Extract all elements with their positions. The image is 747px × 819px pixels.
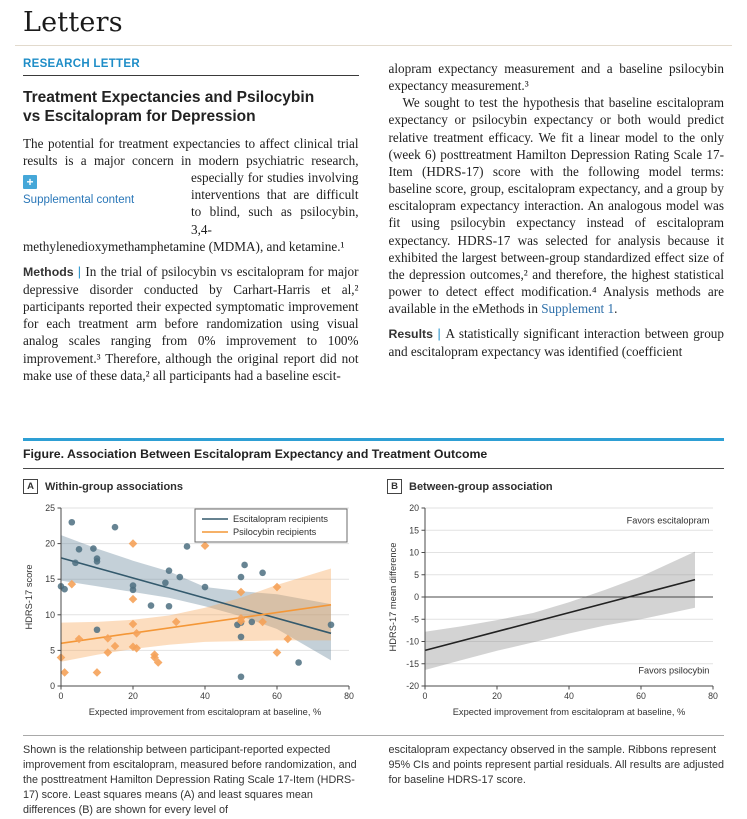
panel-a-letter-badge: A [23, 479, 38, 494]
results-text: A statistically significant interaction between group and escitalopram expectancy was identified (coefficient [388, 326, 724, 360]
article-title: Treatment Expectancies and Psilocybin vs Escitalopram for Depression [23, 89, 315, 125]
supplemental-content-block[interactable] [23, 170, 191, 225]
panel-a-header [23, 479, 359, 494]
svg-text:0: 0 [58, 691, 64, 701]
panel-a [23, 479, 359, 731]
results-separator: | [437, 327, 446, 342]
page-title: Letters [23, 7, 123, 38]
svg-text:20: 20 [492, 691, 502, 701]
section-kicker: RESEARCH LETTER [23, 58, 140, 70]
methods-paragraph [23, 263, 359, 384]
results-label: Results [388, 327, 433, 342]
svg-text:10: 10 [45, 609, 55, 620]
methods-separator: | [77, 264, 86, 279]
svg-text:40: 40 [564, 691, 574, 701]
panel-a-label: Within-group associations [45, 480, 184, 493]
svg-text:80: 80 [708, 691, 718, 701]
svg-text:20: 20 [45, 538, 55, 549]
figure-caption [23, 735, 724, 819]
svg-text:0: 0 [414, 592, 419, 602]
hypothesis-text: We sought to test the hypothesis that baseline escitalopram expectancy or psilocybin expectancy or both would predict relative treatment efficacy. We fit a linear model to the only (week 6) posttreatment Hamilton Depression Rating Scale 17-Item (HDRS-17) score with the following model terms: baseline score, group, escitalopram expectancy, and a group by escitalopram expectancy interaction. An analogous model was fit using psilocybin expectancy instead of escitalopram expectancy. HDRS-17 was selected for analysis because it exhibited the largest between-group standardized effect size of the depression outcomes,² and therefore, the highest statistical power to detect effect modification.⁴ Analysis methods are available in the eMethods in [388, 95, 724, 317]
svg-text:-5: -5 [411, 614, 419, 625]
plus-icon[interactable]: + [23, 175, 37, 189]
svg-text:Escitalopram recipients: Escitalopram recipients [233, 514, 328, 524]
right-column [389, 58, 725, 424]
supplemental-content-link[interactable]: Supplemental content [23, 193, 135, 206]
svg-text:Favors escitalopram: Favors escitalopram [626, 515, 710, 526]
svg-text:Psilocybin recipients: Psilocybin recipients [233, 527, 317, 537]
figure-block [23, 438, 724, 819]
svg-text:5: 5 [50, 645, 55, 656]
svg-text:HDRS-17 score: HDRS-17 score [24, 564, 34, 630]
methods-label: Methods [23, 264, 74, 279]
article-columns [23, 58, 724, 424]
figure-caption-left: Shown is the relationship between participant-reported expected improvement from escitalopram, measured before randomization, and the posttreatment Hamilton Depression Rating Scale 17-Item (HDRS-17) score. Least squares means (A) and least squares mean differences (B) are shown for every level of [23, 744, 357, 817]
svg-text:HDRS-17 mean difference: HDRS-17 mean difference [388, 542, 398, 652]
methods-continuation: alopram expectancy measurement and a baseline psilocybin expectancy measurement.³ [388, 61, 724, 94]
svg-text:20: 20 [128, 691, 138, 701]
panel-b-label: Between-group association [409, 480, 553, 493]
svg-text:-20: -20 [406, 681, 419, 691]
svg-text:20: 20 [409, 503, 419, 513]
svg-text:-15: -15 [406, 658, 419, 669]
kicker-divider [23, 75, 359, 76]
masthead-divider [15, 45, 732, 46]
svg-text:40: 40 [200, 691, 210, 701]
results-paragraph [389, 325, 725, 360]
svg-text:0: 0 [50, 681, 55, 691]
svg-text:10: 10 [409, 547, 419, 558]
methods-text: In the trial of psilocybin vs escitalopram for major depressive disorder conducted by Carhart-Harris et al,² participants reported their expected symptomatic improvement for each treatment arm before randomization using visual analog scales ranging from 0% improvement to 100% improvement.³ Therefore, although the original report did not make use of these data,² all participants had a baseline escit- [23, 263, 359, 383]
svg-text:25: 25 [45, 503, 55, 513]
hypothesis-paragraph [389, 94, 725, 317]
panel-b-letter-badge: B [387, 479, 402, 494]
panel-b-chart [387, 496, 723, 731]
panel-a-chart [23, 496, 359, 731]
svg-text:0: 0 [422, 691, 428, 701]
panel-b-header [387, 479, 723, 494]
figure-panels [23, 469, 724, 731]
svg-text:-10: -10 [406, 636, 419, 647]
svg-text:5: 5 [414, 569, 419, 580]
figure-title: Figure. Association Between Escitalopram Expectancy and Treatment Outcome [23, 441, 724, 469]
svg-text:80: 80 [344, 691, 354, 701]
svg-text:Favors psilocybin: Favors psilocybin [638, 665, 710, 676]
supplement-1-link[interactable]: Supplement 1 [541, 301, 615, 317]
svg-text:Expected improvement from esci: Expected improvement from escitalopram at baseline, % [88, 707, 322, 717]
hypothesis-text-end: . [614, 301, 618, 317]
intro-text: The potential for treatment expectancies to affect clinical trial results is a major concern in modern psychiatric research, especially for studies involving interventions that are difficult to blind, such as psilocybin, 3,4-methylenedioxymethamphetamine (MDMA), and ketamine.¹ [23, 135, 359, 254]
svg-text:15: 15 [409, 525, 419, 536]
svg-text:60: 60 [272, 691, 282, 701]
svg-text:Expected improvement from esci: Expected improvement from escitalopram at baseline, % [452, 707, 686, 717]
svg-text:60: 60 [636, 691, 646, 701]
left-column [23, 58, 359, 424]
intro-paragraph [23, 135, 359, 255]
figure-caption-right: escitalopram expectancy observed in the sample. Ribbons represent 95% CIs and points represent partial residuals. All results are adjusted for baseline HDRS-17 score. [388, 744, 724, 787]
svg-text:15: 15 [45, 574, 55, 585]
panel-b [387, 479, 723, 731]
